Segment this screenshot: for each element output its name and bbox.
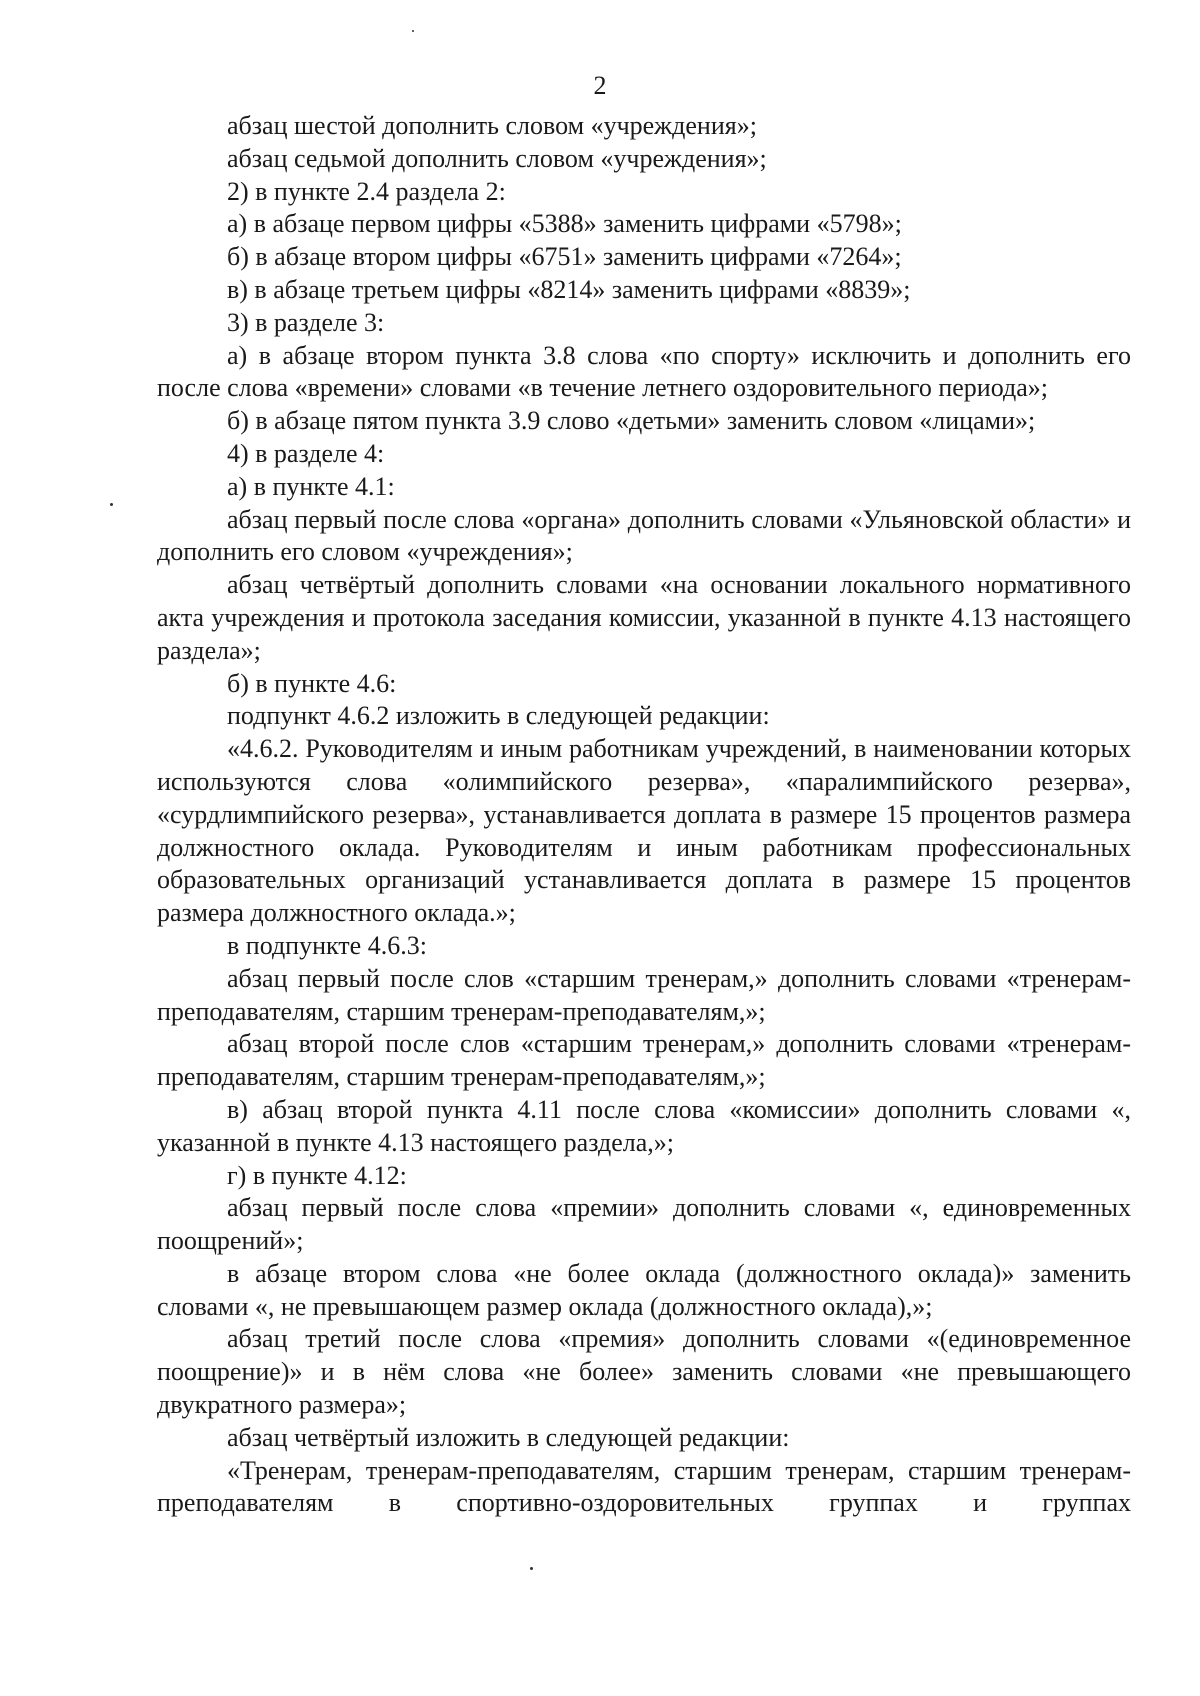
paragraph: в абзаце втором слова «не более оклада (должностного оклада)» заменить словами «, не превышающем размер оклада (должностного оклада),»; — [157, 1258, 1131, 1321]
paragraph: абзац четвёртый дополнить словами «на основании локального нормативного акта учреждения и протокола заседания комиссии, указанной в пункте 4.13 настоящего раздела»; — [157, 570, 1131, 665]
scan-speck — [110, 503, 113, 506]
paragraph: абзац третий после слова «премия» дополнить словами «(единовременное поощрение)» и в нём слова «не более» заменить словами «не превышающего двукратного размера»; — [157, 1324, 1131, 1420]
document-body — [157, 110, 1131, 1520]
paragraph: а) в абзаце втором пункта 3.8 слова «по спорту» исключить и дополнить его после слова «времени» словами «в течение летнего оздоровительного периода»; — [157, 340, 1131, 403]
paragraph: абзац первый после слова «органа» дополнить словами «Ульяновской области» и дополнить его словом «учреждения»; — [157, 504, 1131, 567]
paragraph: г) в пункте 4.12: — [227, 1160, 407, 1190]
scan-speck — [412, 30, 414, 32]
paragraph: б) в абзаце пятом пункта 3.9 слово «детьми» заменить словом «лицами»; — [227, 406, 1036, 436]
paragraph: абзац четвёртый изложить в следующей редакции: — [227, 1422, 790, 1452]
page-number: 2 — [593, 71, 607, 100]
scan-speck — [530, 1567, 533, 1570]
paragraph: абзац первый после слова «премии» дополнить словами «, единовременных поощрений»; — [157, 1193, 1131, 1256]
paragraph: б) в пункте 4.6: — [227, 668, 397, 698]
paragraph: в) абзац второй пункта 4.11 после слова «комиссии» дополнить словами «, указанной в пункте 4.13 настоящего раздела,»; — [157, 1094, 1131, 1157]
paragraph: абзац первый после слов «старшим тренерам,» дополнить словами «тренерам-преподавателям, старшим тренерам-преподавателям,»; — [157, 963, 1131, 1026]
paragraph: абзац седьмой дополнить словом «учреждения»; — [227, 143, 767, 173]
paragraph: абзац шестой дополнить словом «учреждения»; — [227, 111, 757, 140]
paragraph: подпункт 4.6.2 изложить в следующей редакции: — [227, 701, 770, 731]
paragraph: а) в абзаце первом цифры «5388» заменить цифрами «5798»; — [227, 209, 902, 239]
paragraph: в подпункте 4.6.3: — [227, 930, 427, 960]
paragraph: в) в абзаце третьем цифры «8214» заменить цифрами «8839»; — [227, 274, 911, 304]
paragraph: 2) в пункте 2.4 раздела 2: — [227, 176, 506, 206]
paragraph: абзац второй после слов «старшим тренерам,» дополнить словами «тренерам-преподавателям, старшим тренерам-преподавателям,»; — [157, 1029, 1131, 1092]
paragraph: «Тренерам, тренерам-преподавателям, старшим тренерам, старшим тренерам-преподавателям в спортивно-оздоровительных группах и группах — [157, 1455, 1131, 1518]
paragraph: «4.6.2. Руководителям и иным работникам учреждений, в наименовании которых используются слова «олимпийского резерва», «паралимпийского резерва», «сурдлимпийского резерва», устанавливается доплата в размере 15 процентов размера должностного оклада. Руководителям и иным работникам профессиональных образовательных организаций устанавливается доплата в размере 15 процентов размера должностного оклада.»; — [157, 734, 1131, 928]
paragraph: 3) в разделе 3: — [227, 307, 385, 337]
paragraph: а) в пункте 4.1: — [227, 471, 395, 501]
paragraph: б) в абзаце втором цифры «6751» заменить цифрами «7264»; — [227, 242, 902, 272]
paragraph: 4) в разделе 4: — [227, 438, 385, 468]
